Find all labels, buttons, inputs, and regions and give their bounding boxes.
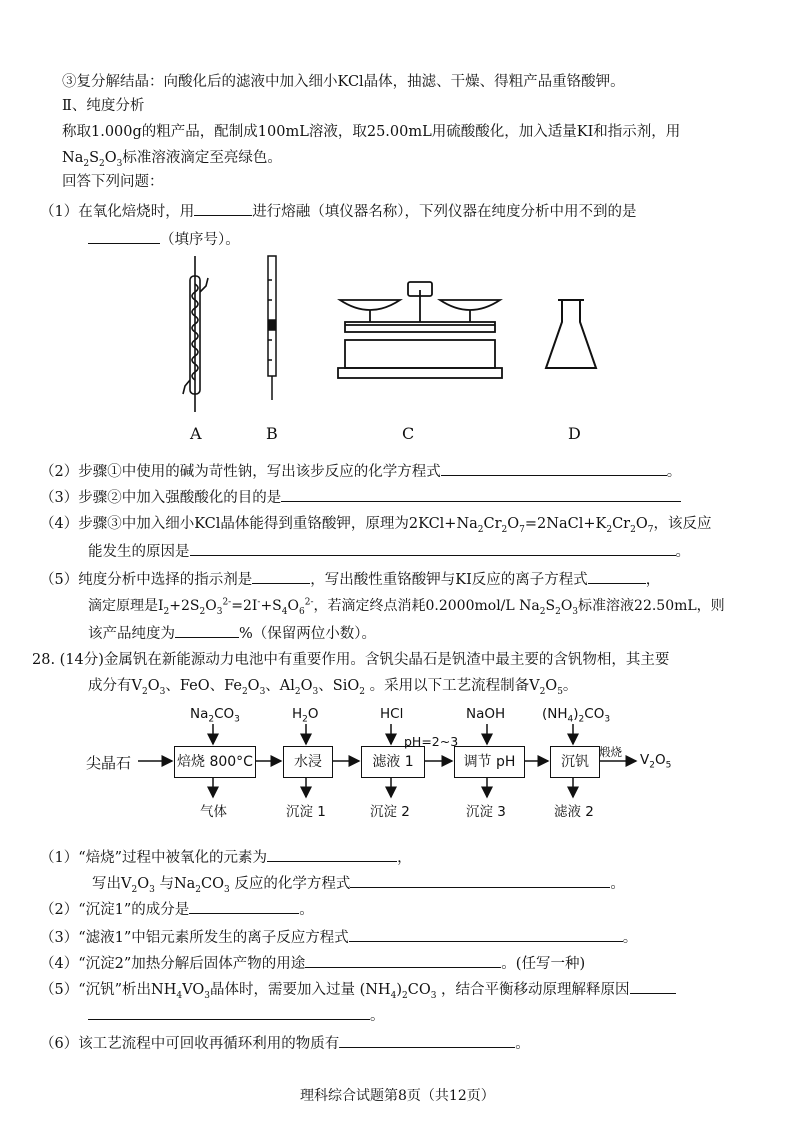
question-2: （2）步骤①中使用的碱为苛性钠，写出该步反应的化学方程式 。 <box>40 460 681 482</box>
reagent-h2o: $H_2O$ <box>292 706 319 725</box>
page-footer: 理科综合试题第8页（共12页） <box>300 1088 495 1104</box>
step-roasting: 焙烧 800°C <box>174 746 256 778</box>
step-filtrate-1: 滤液 1 <box>361 746 425 778</box>
output-precipitate-3: 沉淀 3 <box>466 804 506 820</box>
question-4: （4）步骤③中加入细小KCl晶体能得到重铬酸钾，原理为$2KCl+Na_2Cr_2O_7=2NaCl+K_2Cr_2O_7$，该反应 <box>40 516 712 535</box>
answer-prompt: 回答下列问题： <box>62 174 164 190</box>
section-title: Ⅱ、纯度分析 <box>62 98 145 114</box>
q28-4: （4）“沉淀2”加热分解后固体产物的用途 。(任写一种) <box>40 952 585 974</box>
q28-1-cont: 写出$V_2O_3$ 与$Na_2CO_3$ 反应的化学方程式 。 <box>92 872 625 894</box>
step-adjust-ph: 调节 pH <box>454 746 525 778</box>
question-3: （3）步骤②中加入强酸酸化的目的是 <box>40 486 681 508</box>
question-1-cont: （填序号）。 <box>88 228 240 250</box>
q28-3: （3）“滤液1”中铝元素所发生的离子反应方程式 。 <box>40 926 637 948</box>
question-5-cont2: 该产品纯度为 %（保留两位小数）。 <box>88 622 376 644</box>
question-4-cont: 能发生的原因是 。 <box>88 540 690 562</box>
question-5: （5）纯度分析中选择的指示剂是 ，写出酸性重铬酸钾与KI反应的离子方程式 ， <box>40 568 660 590</box>
conical-flask-icon <box>546 300 596 368</box>
product-v2o5: $V_2O_5$ <box>640 752 672 771</box>
output-precipitate-2: 沉淀 2 <box>370 804 410 820</box>
ph-label: pH=2~3 <box>404 734 459 749</box>
q28-2: （2）“沉淀1”的成分是 。 <box>40 898 314 920</box>
output-filtrate-2: 滤液 2 <box>554 804 594 820</box>
output-precipitate-1: 沉淀 1 <box>286 804 326 820</box>
reagent-hcl: HCl <box>380 706 404 722</box>
burette-icon <box>268 256 276 400</box>
problem-28-line-1: 28. (14分)金属钒在新能源动力电池中有重要作用。含钒尖晶石是钒渣中最主要的含钒物相，其主要 <box>32 652 670 668</box>
reagent-nh4-2co3: $(NH_4)_2CO_3$ <box>542 706 611 725</box>
start-material: 尖晶石 <box>86 754 132 772</box>
step-vanadium-precip: 沉钒 <box>550 746 600 778</box>
label-c: C <box>402 424 415 443</box>
apparatus-figure <box>170 250 630 450</box>
problem-28-line-2: 成分有$V_2O_3$、FeO、$Fe_2O_3$、$Al_2O_3$、SiO$_2$ 。采用以下工艺流程制备$V_2O_5$。 <box>88 678 578 697</box>
output-gas: 气体 <box>200 804 227 820</box>
question-1: （1）在氧化焙烧时，用 进行熔融（填仪器名称），下列仪器在纯度分析中用不到的是 <box>40 200 636 222</box>
q28-5-cont: 。 <box>88 1004 385 1026</box>
balance-icon <box>338 282 502 378</box>
purity-line-2: $Na_2S_2O_3$标准溶液滴定至亮绿色。 <box>62 150 282 169</box>
condenser-icon <box>183 256 208 412</box>
step3-line: ③复分解结晶：向酸化后的滤液中加入细小KCl晶体，抽滤、干燥、得粗产品重铬酸钾。 <box>62 74 625 90</box>
calcination-label: 煅烧 <box>599 745 622 759</box>
label-b: B <box>266 424 278 443</box>
reagent-naoh: NaOH <box>466 706 506 722</box>
reagent-na2co3: $Na_2CO_3$ <box>190 706 240 725</box>
q28-6: （6）该工艺流程中可回收再循环利用的物质有 。 <box>40 1032 530 1054</box>
label-a: A <box>190 424 202 443</box>
question-5-cont: 滴定原理是$I_2+2S_2O_3^{2-}=2I^-+S_4O_6^{2-}$，若滴定终点消耗0.2000mol/L $Na_2S_2O_3$标准溶液22.50mL，则 <box>88 597 725 617</box>
label-d: D <box>568 424 581 443</box>
step-water-leach: 水浸 <box>283 746 333 778</box>
q28-1: （1）“焙烧”过程中被氧化的元素为 ， <box>40 846 412 868</box>
q28-5: （5）“沉钒”析出$NH_4VO_3$晶体时，需要加入过量 $(NH_4)_2CO_3$ ，结合平衡移动原理解释原因 <box>40 978 676 1000</box>
purity-line-1: 称取1.000g的粗产品，配制成100mL溶液，取25.00mL用硫酸酸化，加入适量KI和指示剂，用 <box>62 124 681 140</box>
